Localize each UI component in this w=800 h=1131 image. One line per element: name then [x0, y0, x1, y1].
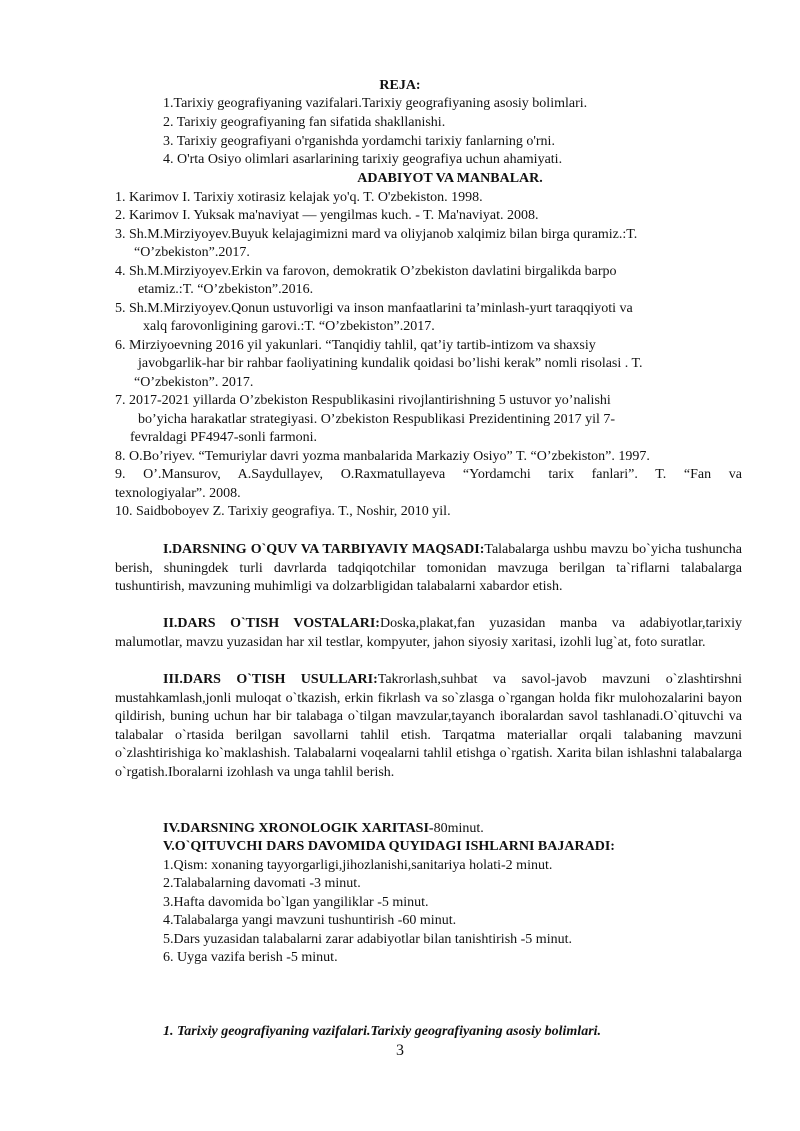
- teacher-task: 3.Hafta davomida bo`lgan yangiliklar -5 minut.: [163, 895, 429, 910]
- source-line: 3. Sh.M.Mirziyoyev.Buyuk kelajagimizni mard va oliyjanob xalqimiz bilan birga quramiz.:T.: [115, 227, 638, 242]
- plan-item: 2. Tarixiy geografiyaning fan sifatida shakllanishi.: [163, 115, 446, 130]
- section-goal-heading: I.DARSNING O`QUV VA TARBIYAVIY MAQSADI:: [163, 542, 485, 557]
- section-timeline-value: 80minut.: [433, 821, 484, 836]
- source-line: “O’zbekiston”. 2017.: [134, 375, 254, 390]
- section-methods: [115, 671, 742, 782]
- teacher-task: 1.Qism: xonaning tayyorgarligi,jihozlanishi,sanitariya holati-2 minut.: [163, 858, 553, 873]
- section-tools-text: Doska,plakat,fan yuzasidan manba va adabiyotlar,tarixiy malumotlar, mavzu yuzasidan har xil testlar, kompyuter, jahon siyosiy xaritasi, izohli lug`at, foto suratlar.: [115, 616, 743, 650]
- section-timeline: [163, 820, 484, 839]
- source-line: 6. Mirziyoevning 2016 yil yakunlari. “Tanqidiy tahlil, qat’iy tartib-intizom va shaxsiy: [115, 338, 596, 353]
- section-methods-text: Takrorlash,suhbat va savol-javob mavzuni o`zlashtirshni mustahkamlash,jonli muloqat o`tkazish, erkin fikrlash va so`zlasga o`rgangan holda fikr mulohozalarini bayon qildirish, buning uchun har bir talabaga o`tilgan mavzular,tayanch iboralardan savol tashlanadi.O`qituvchi va talabalar o`rtasida berilgan savollarni tahlil etish. Tarqatma materiallar orqali talabaning mavzuni o`zlashtirishiga ko`maklashish. Talabalarni voqealarni tahlil etishga o`rgatish. Xarita bilan ishlashni talabalarga o`rgatish.Iboralarni izohlash va unga tahlil berish.: [115, 672, 742, 780]
- source-line: 1. Karimov I. Tarixiy xotirasiz kelajak yo'q. T. O'zbekiston. 1998.: [115, 190, 483, 205]
- teacher-task: 4.Talabalarga yangi mavzuni tushuntirish -60 minut.: [163, 913, 457, 928]
- source-line: 7. 2017-2021 yillarda O’zbekiston Respublikasini rivojlantirishning 5 ustuvor yo’nalishi: [115, 393, 611, 408]
- source-line: 9. O’.Mansurov, A.Saydullayev, O.Raxmatullayeva “Yordamchi tarix fanlari”. T. “Fan va: [115, 467, 742, 482]
- teacher-task: 6. Uyga vazifa berish -5 minut.: [163, 950, 338, 965]
- section-goal: [115, 541, 742, 597]
- source-line: 5. Sh.M.Mirziyoyev.Qonun ustuvorligi va inson manfaatlarini ta’minlash-yurt taraqqiyoti va: [115, 301, 633, 316]
- source-line: 2. Karimov I. Yuksak ma'naviyat — yengilmas kuch. - T. Ma'naviyat. 2008.: [115, 208, 539, 223]
- source-line: javobgarlik-har bir rahbar faoliyatining kundalik qoidasi bo’lishi kerak” nomli risolasi . T.: [138, 356, 643, 371]
- source-line: fevraldagi PF4947-sonli farmoni.: [130, 430, 318, 445]
- source-line: etamiz.:T. “O’zbekiston”.2016.: [138, 282, 314, 297]
- section-goal-text: Talabalarga ushbu mavzu bo`yicha tushuncha berish, shuningdek turli davrlarda tadqiqotchilar tomonidan mavzuga berilgan ta`riflarni talabalarga tushuntirish, mavzuning muhimligi va dolzarbligidan talabalarni xabardor etish.: [115, 542, 742, 594]
- source-line: 8. O.Bo’riyev. “Temuriylar davri yozma manbalarida Markaziy Osiyo” T. “O’zbekiston”. 1997.: [115, 449, 650, 464]
- page-number: 3: [396, 1042, 404, 1059]
- sources-title: ADABIYOT VA MANBALAR.: [357, 171, 543, 186]
- chapter-heading: 1. Tarixiy geografiyaning vazifalari.Tarixiy geografiyaning asosiy bolimlari.: [163, 1024, 602, 1039]
- teacher-task: 5.Dars yuzasidan talabalarni zarar adabiyotlar bilan tanishtirish -5 minut.: [163, 932, 572, 947]
- source-line: 4. Sh.M.Mirziyoyev.Erkin va farovon, demokratik O’zbekiston davlatini birgalikda barpo: [115, 264, 617, 279]
- section-methods-heading: III.DARS O`TISH USULLARI:: [163, 672, 378, 687]
- source-line: “O’zbekiston”.2017.: [134, 245, 250, 260]
- source-line: 10. Saidboboyev Z. Tarixiy geografiya. T., Noshir, 2010 yil.: [115, 504, 451, 519]
- source-line: xalq farovonligining garovi.:T. “O’zbekiston”.2017.: [143, 319, 435, 334]
- teacher-task: 2.Talabalarning davomati -3 minut.: [163, 876, 361, 891]
- section-teacher-heading: V.O`QITUVCHI DARS DAVOMIDA QUYIDAGI ISHLARNI BAJARADI:: [163, 839, 615, 854]
- source-line: texnologiyalar”. 2008.: [115, 486, 241, 501]
- section-tools: [115, 615, 742, 652]
- plan-item: 4. O'rta Osiyo olimlari asarlarining tarixiy geografiya uchun ahamiyati.: [163, 152, 563, 167]
- section-tools-heading: II.DARS O`TISH VOSTALARI:: [163, 616, 380, 631]
- section-timeline-heading: IV.DARSNING XRONOLOGIK XARITASI-: [163, 821, 434, 836]
- plan-title: REJA:: [379, 78, 421, 93]
- plan-item: 3. Tarixiy geografiyani o'rganishda yordamchi tarixiy fanlarning o'rni.: [163, 134, 555, 149]
- source-line: bo’yicha harakatlar strategiyasi. O’zbekiston Respublikasi Prezidentining 2017 yil 7-: [138, 412, 616, 427]
- plan-item: 1.Tarixiy geografiyaning vazifalari.Tarixiy geografiyaning asosiy bolimlari.: [163, 96, 588, 111]
